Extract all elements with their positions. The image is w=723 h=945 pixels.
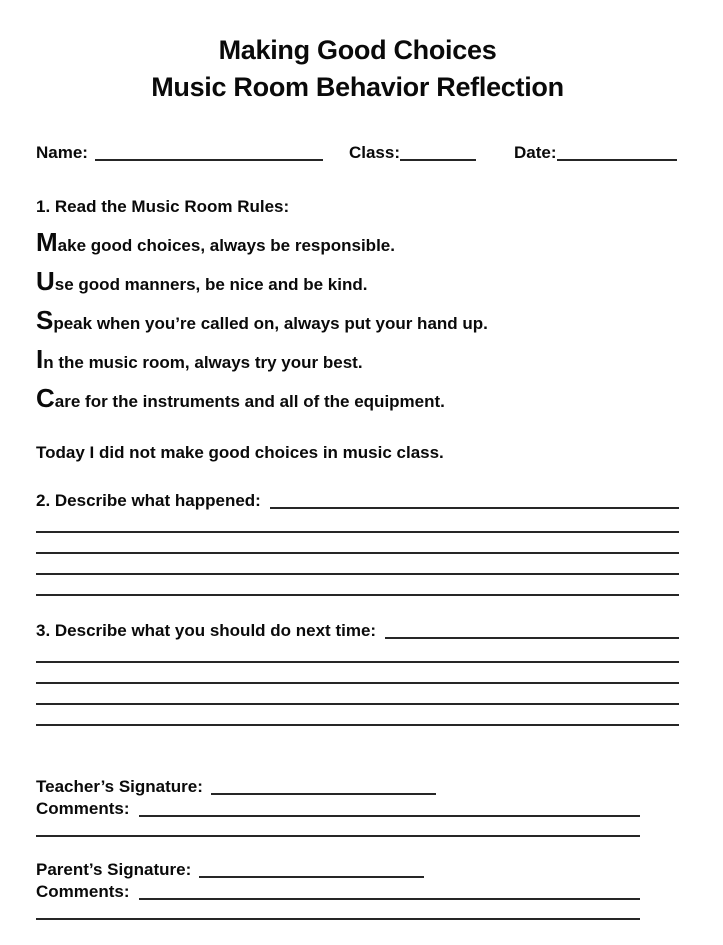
rule-speak — [36, 305, 679, 339]
rule-initial: M — [36, 227, 58, 257]
teacher-comments-extra-line[interactable] — [36, 820, 640, 837]
question2-answer-line[interactable] — [36, 554, 679, 575]
rule-initial: I — [36, 344, 44, 374]
parent-signature-block — [36, 859, 640, 920]
question3-answer-line[interactable] — [385, 637, 679, 639]
teacher-signature-label: Teacher’s Signature: — [36, 777, 203, 796]
teacher-comments-row — [36, 798, 640, 820]
question2-answer-line[interactable] — [36, 512, 679, 533]
question3-label: 3. Describe what you should do next time: — [36, 621, 377, 640]
parent-comments-label: Comments: — [36, 882, 130, 901]
header-fields-row — [36, 142, 679, 164]
rule-make — [36, 227, 679, 261]
parent-comments-line[interactable] — [139, 898, 640, 900]
class-label: Class: — [348, 143, 400, 162]
page-title — [36, 32, 679, 106]
parent-signature-label: Parent’s Signature: — [36, 860, 192, 879]
rule-in — [36, 344, 679, 378]
question3-answer-line[interactable] — [36, 705, 679, 726]
teacher-comments-line[interactable] — [139, 815, 640, 817]
parent-comments-row — [36, 881, 640, 903]
rule-initial: C — [36, 383, 55, 413]
date-field-line[interactable] — [557, 159, 677, 161]
name-label: Name: — [36, 143, 88, 162]
question3-answer-line[interactable] — [36, 684, 679, 705]
title-line-1: Making Good Choices — [218, 35, 497, 65]
teacher-signature-row — [36, 776, 640, 798]
question2-label: 2. Describe what happened: — [36, 491, 261, 510]
name-field-line[interactable] — [95, 159, 323, 161]
question2-row — [36, 490, 679, 512]
rule-care — [36, 383, 679, 417]
teacher-comments-label: Comments: — [36, 799, 130, 818]
parent-signature-line[interactable] — [199, 876, 424, 878]
rule-initial: S — [36, 305, 54, 335]
rules-heading: 1. Read the Music Room Rules: — [36, 197, 290, 216]
question3-answer-line[interactable] — [36, 642, 679, 663]
rule-text: are for the instruments and all of the equipment. — [54, 392, 445, 411]
parent-comments-extra-line[interactable] — [36, 903, 640, 920]
rule-text: n the music room, always try your best. — [43, 353, 363, 372]
teacher-signature-line[interactable] — [211, 793, 436, 795]
parent-signature-row — [36, 859, 640, 881]
rule-text: se good manners, be nice and be kind. — [54, 275, 368, 294]
rule-initial: U — [36, 266, 55, 296]
question3-answer-line[interactable] — [36, 663, 679, 684]
date-label: Date: — [514, 143, 557, 162]
teacher-signature-block — [36, 776, 640, 837]
behavior-statement: Today I did not make good choices in music class. — [36, 443, 444, 462]
rule-text: ake good choices, always be responsible. — [57, 236, 395, 255]
title-line-2: Music Room Behavior Reflection — [151, 72, 564, 102]
question2-answer-line[interactable] — [36, 533, 679, 554]
question2-answer-line[interactable] — [36, 575, 679, 596]
rule-text: peak when you’re called on, always put your hand up. — [53, 314, 488, 333]
question3-row — [36, 620, 679, 642]
rule-use — [36, 266, 679, 300]
class-field-line[interactable] — [400, 159, 476, 161]
question2-answer-line[interactable] — [270, 507, 679, 509]
